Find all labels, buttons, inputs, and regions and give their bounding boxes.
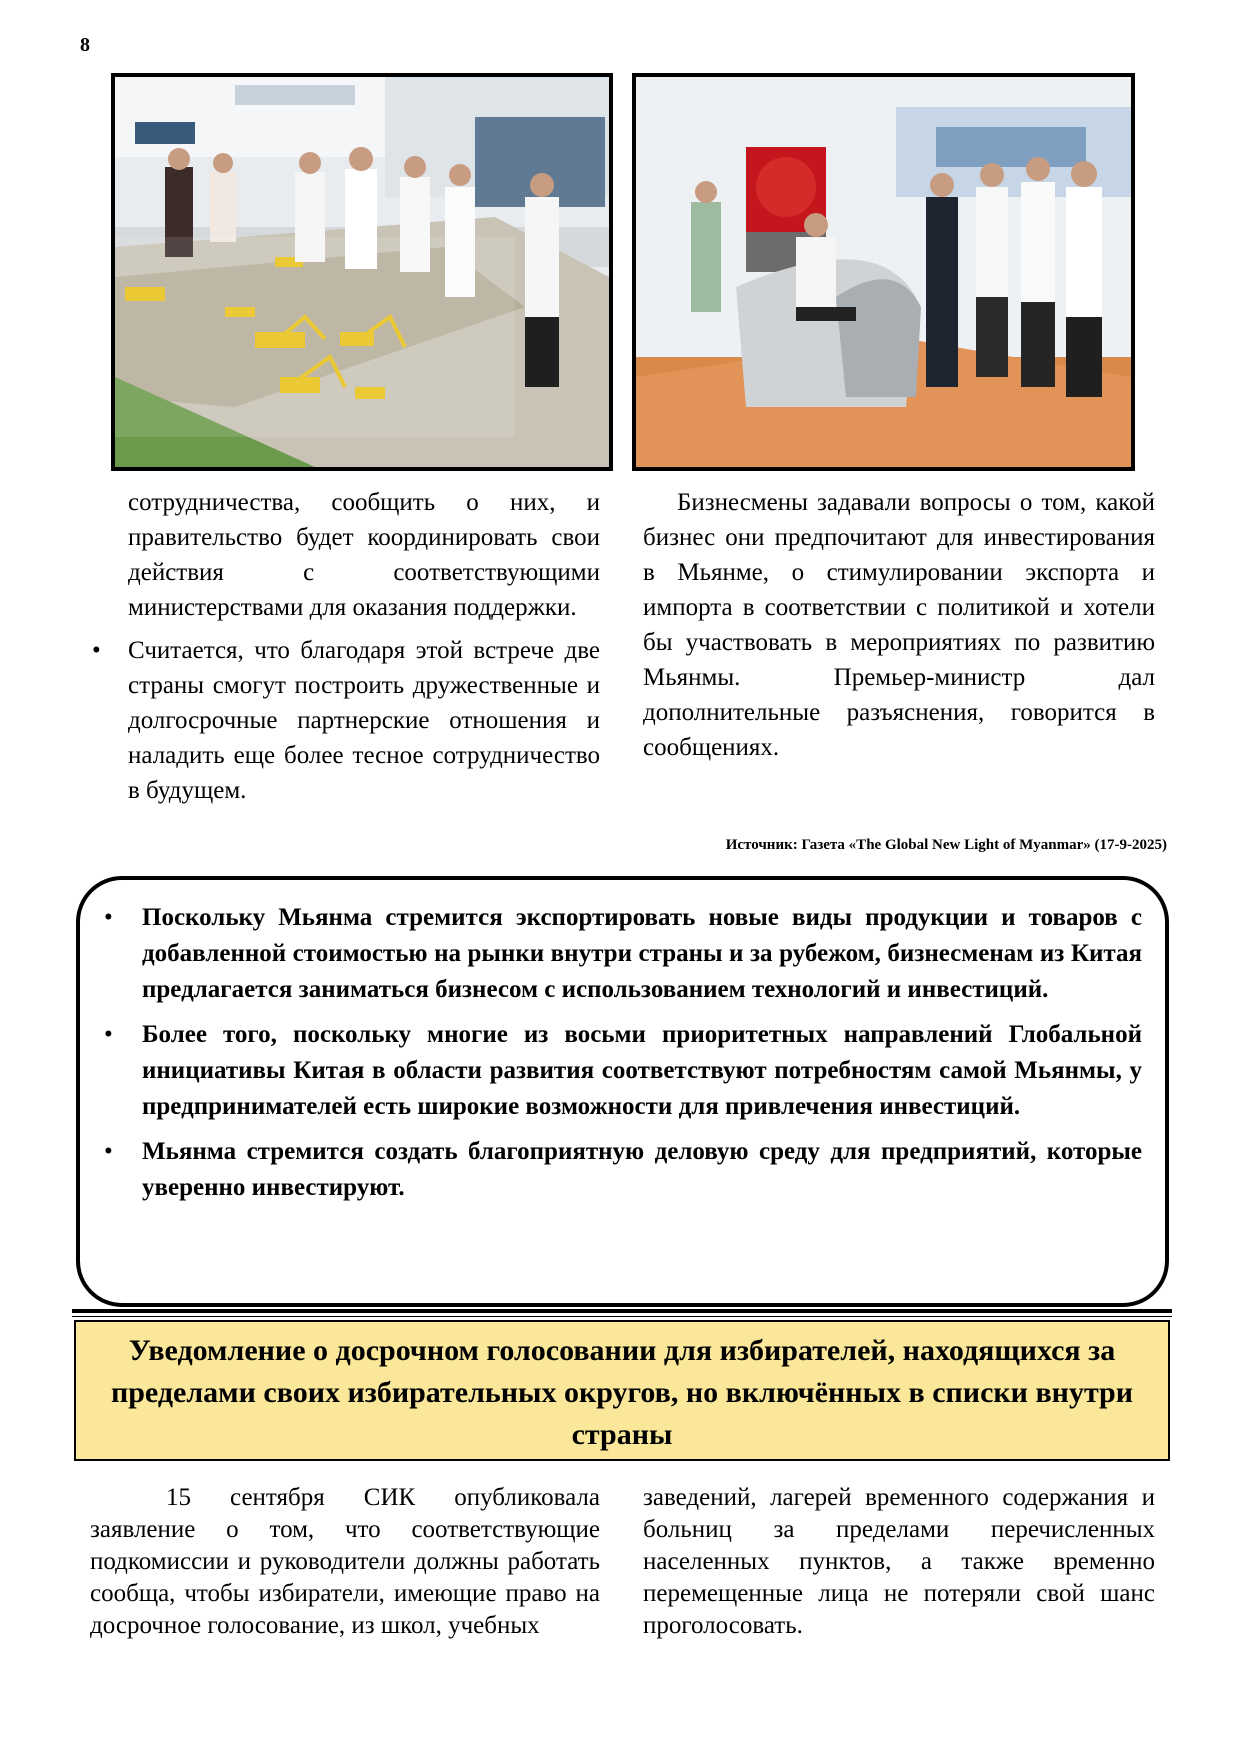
left-text-column bbox=[92, 485, 600, 808]
bottom-left-column bbox=[90, 1482, 600, 1642]
photo-excavator-model bbox=[111, 73, 613, 471]
left-bullet-text: Считается, что благодаря этой встрече две страны смогут построить дружественные и долгосрочные партнерские отношения и наладить еще более тесное сотрудничество в будущем. bbox=[128, 637, 600, 804]
page-number: 8 bbox=[80, 34, 90, 56]
bullet-dot-icon: • bbox=[104, 1021, 113, 1048]
bullet-dot-icon: • bbox=[92, 637, 101, 664]
key-points-callout bbox=[76, 876, 1169, 1307]
callout-item-text: Более того, поскольку многие из восьми приоритетных направлений Глобальной инициативы Китая в области развития соответствуют потребностям самой Мьянмы, у предпринимателей есть широкие возможности для привлечения инвестиций. bbox=[142, 1021, 1142, 1120]
section-divider-thick bbox=[72, 1309, 1172, 1313]
callout-item-text: Поскольку Мьянма стремится экспортировать новые виды продукции и товаров с добавленной стоимостью на рынки внутри страны и за рубежом, бизнесменам из Китая предлагается заниматься бизнесом с использованием технологий и инвестиций. bbox=[142, 904, 1142, 1003]
right-paragraph: Бизнесмены задавали вопросы о том, какой бизнес они предпочитают для инвестирования в Мьянме, о стимулировании экспорта и импорта в соответствии с политикой и хотели бы участвовать в мероприятиях по развитию Мьянмы. Премьер-министр дал дополнительные разъяснения, говорится в сообщениях. bbox=[643, 489, 1155, 761]
callout-item-text: Мьянма стремится создать благоприятную деловую среду для предприятий, которые уверенно инвестируют. bbox=[142, 1138, 1142, 1201]
bottom-right-paragraph: заведений, лагерей временного содержания и больниц за пределами перечисленных населенных пунктов, а также временно перемещенные лица не потеряли свой шанс проголосовать. bbox=[643, 1484, 1155, 1639]
left-continuation-paragraph: сотрудничества, сообщить о них, и правительство будет координировать свои действия с соответствующими министерствами для оказания поддержки. bbox=[128, 489, 600, 621]
source-line: Источник: Газета «The Global New Light of Myanmar» (17-9-2025) bbox=[725, 837, 1167, 853]
callout-item bbox=[104, 1017, 1142, 1125]
notice-title: Уведомление о досрочном голосовании для избирателей, находящихся за пределами своих избирательных округов, но включённых в списки внутри страны bbox=[110, 1334, 1134, 1451]
notice-banner bbox=[74, 1320, 1170, 1461]
photo-machinery-simulator bbox=[632, 73, 1135, 471]
bullet-dot-icon: • bbox=[104, 904, 113, 931]
section-divider-thin bbox=[72, 1316, 1172, 1317]
bottom-right-column bbox=[643, 1482, 1155, 1642]
callout-list bbox=[104, 900, 1142, 1215]
bullet-dot-icon: • bbox=[104, 1138, 113, 1165]
callout-item bbox=[104, 1134, 1142, 1206]
bottom-left-paragraph: 15 сентября СИК опубликовала заявление о том, что соответствующие подкомиссии и руководители должны работать сообща, чтобы избиратели, имеющие право на досрочное голосование, из школ, учебных bbox=[90, 1484, 600, 1639]
right-text-column bbox=[643, 485, 1155, 765]
callout-item bbox=[104, 900, 1142, 1008]
left-bullet-item bbox=[92, 633, 600, 808]
